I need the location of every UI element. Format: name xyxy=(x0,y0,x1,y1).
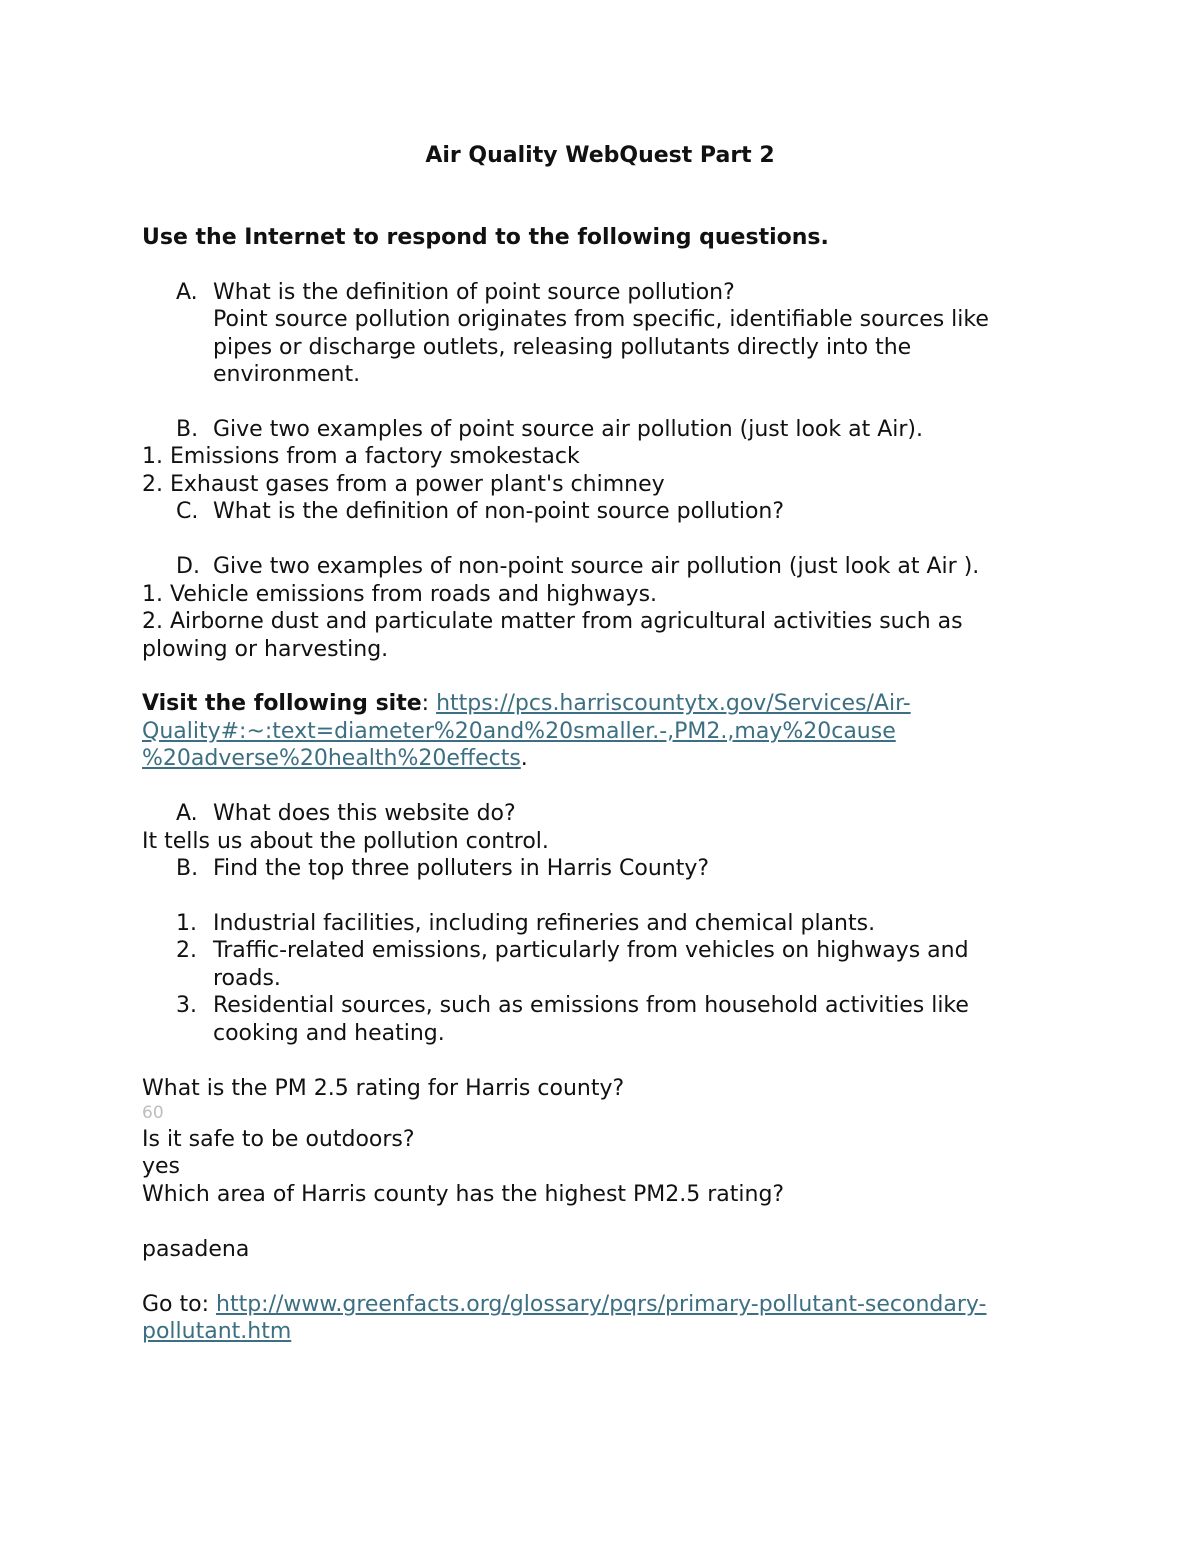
safe-question: Is it safe to be outdoors? xyxy=(142,1127,415,1152)
harris-county-link[interactable]: https://pcs.harriscountytx.gov/Services/Air- xyxy=(436,691,911,716)
pm-question: What is the PM 2.5 rating for Harris county? xyxy=(142,1076,625,1101)
question-text: Give two examples of non-point source air pollution (just look at Air ). xyxy=(213,554,980,579)
answer-line: 2. Exhaust gases from a power plant's chimney xyxy=(142,472,665,497)
harris-county-link-line xyxy=(142,718,896,746)
list-text-continued: roads. xyxy=(213,966,281,991)
question-label: B. xyxy=(176,417,199,442)
question-text: Give two examples of point source air pollution (just look at Air). xyxy=(213,417,924,442)
question-text: What is the definition of point source pollution? xyxy=(213,280,735,305)
goto-label: Go to: xyxy=(142,1292,216,1317)
greenfacts-link[interactable]: http://www.greenfacts.org/glossary/pqrs/primary-pollutant-secondary- xyxy=(216,1292,987,1317)
instructions: Use the Internet to respond to the following questions. xyxy=(142,225,829,250)
visit-label: Visit the following site xyxy=(142,691,422,716)
greenfacts-link-line xyxy=(142,1318,291,1346)
answer-line: plowing or harvesting. xyxy=(142,637,389,662)
answer-line: environment. xyxy=(213,362,361,387)
list-number: 3. xyxy=(176,993,197,1018)
question-label: C. xyxy=(176,499,199,524)
list-number: 1. xyxy=(176,911,197,936)
question-text: What does this website do? xyxy=(213,801,516,826)
list-text-continued: cooking and heating. xyxy=(213,1021,445,1046)
page-title: Air Quality WebQuest Part 2 xyxy=(425,143,775,168)
visit-colon: : xyxy=(421,691,430,716)
question-label: A. xyxy=(176,801,198,826)
list-number: 2. xyxy=(176,938,197,963)
visit-period: . xyxy=(520,746,528,771)
answer-line: Point source pollution originates from specific, identifiable sources like xyxy=(213,307,989,332)
question-label: A. xyxy=(176,280,198,305)
question-label: B. xyxy=(176,856,199,881)
harris-county-link[interactable]: %20adverse%20health%20effects xyxy=(142,746,521,771)
visit-site-line xyxy=(142,690,911,718)
pm-answer: 60 xyxy=(142,1103,164,1123)
safe-answer: yes xyxy=(142,1154,181,1179)
harris-county-link-line xyxy=(142,745,528,773)
question-label: D. xyxy=(176,554,200,579)
highest-answer: pasadena xyxy=(142,1237,250,1262)
question-text: What is the definition of non-point source pollution? xyxy=(213,499,785,524)
answer-line: It tells us about the pollution control. xyxy=(142,829,549,854)
greenfacts-link[interactable]: pollutant.htm xyxy=(142,1319,292,1344)
list-text: Industrial facilities, including refineries and chemical plants. xyxy=(213,911,876,936)
answer-line: pipes or discharge outlets, releasing pollutants directly into the xyxy=(213,335,912,360)
question-text: Find the top three polluters in Harris County? xyxy=(213,856,710,881)
highest-question: Which area of Harris county has the highest PM2.5 rating? xyxy=(142,1182,785,1207)
answer-line: 1. Emissions from a factory smokestack xyxy=(142,444,580,469)
list-text: Traffic-related emissions, particularly from vehicles on highways and xyxy=(213,938,969,963)
list-text: Residential sources, such as emissions from household activities like xyxy=(213,993,969,1018)
goto-line xyxy=(142,1291,986,1319)
harris-county-link[interactable]: Quality#:~:text=diameter%20and%20smaller.-,PM2.,may%20cause xyxy=(142,719,896,744)
answer-line: 1. Vehicle emissions from roads and highways. xyxy=(142,582,658,607)
answer-line: 2. Airborne dust and particulate matter from agricultural activities such as xyxy=(142,609,963,634)
